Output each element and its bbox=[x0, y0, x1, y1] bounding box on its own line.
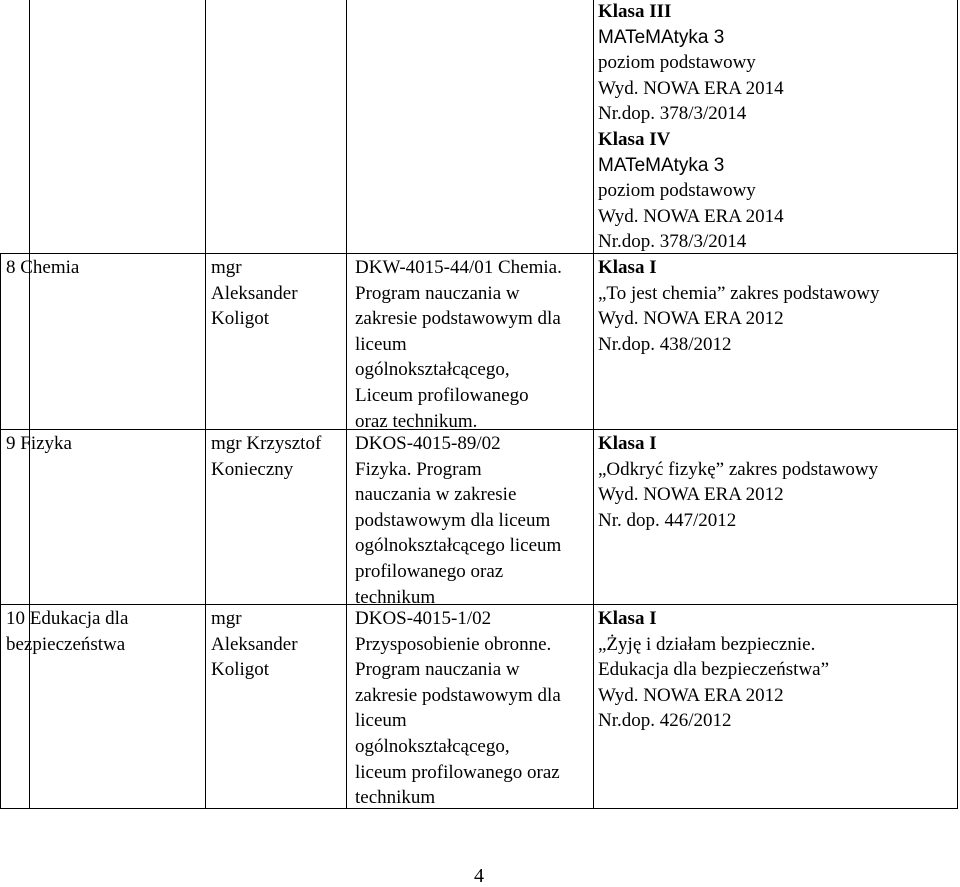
cell-line: DKOS-4015-89/02 bbox=[355, 433, 501, 454]
cell-line: technikum bbox=[355, 586, 436, 608]
cell-line: oraz technikum. bbox=[355, 410, 478, 432]
cell-line: „Odkryć fizykę” zakres podstawowy bbox=[598, 458, 879, 480]
cell-line: Klasa I bbox=[598, 257, 657, 278]
cell-line: ogólnokształcącego, bbox=[355, 735, 510, 757]
cell-line: profilowanego oraz bbox=[355, 560, 504, 582]
cell-line: Nr. dop. 447/2012 bbox=[598, 509, 737, 531]
row-8-program-cell bbox=[355, 255, 562, 434]
cell-line: „To jest chemia” zakres podstawowy bbox=[598, 282, 880, 304]
cell-line: Przysposobienie obronne. bbox=[355, 633, 552, 655]
cell-line: 10 Edukacja dla bbox=[6, 608, 129, 629]
cell-line: Liceum profilowanego bbox=[355, 384, 529, 406]
cell-line: Wyd. NOWA ERA 2012 bbox=[598, 308, 784, 330]
cell-line: Aleksander bbox=[211, 633, 298, 655]
cell-line: Program nauczania w bbox=[355, 282, 520, 304]
cell-line: Nr.dop. 378/3/2014 bbox=[598, 231, 747, 253]
cell-line: Klasa IV bbox=[598, 128, 671, 150]
cell-line: 8 Chemia bbox=[6, 257, 80, 278]
row-9-teacher-cell bbox=[211, 431, 321, 482]
cell-line: Wyd. NOWA ERA 2014 bbox=[598, 205, 784, 227]
cell-line: liceum profilowanego oraz bbox=[355, 761, 560, 783]
row-9-textbooks-cell bbox=[598, 431, 878, 533]
cell-line: technikum bbox=[355, 787, 436, 809]
cell-line: Wyd. NOWA ERA 2012 bbox=[598, 684, 784, 706]
cell-line: liceum bbox=[355, 710, 407, 732]
cell-line: Nr.dop. 426/2012 bbox=[598, 710, 732, 732]
row-10-subject-cell bbox=[6, 606, 128, 657]
cell-line: Klasa I bbox=[598, 433, 657, 454]
cell-line: Fizyka. Program bbox=[355, 458, 482, 480]
cell-line: zakresie podstawowym dla bbox=[355, 308, 561, 330]
cell-line: mgr bbox=[211, 608, 242, 629]
row-8-teacher-cell bbox=[211, 255, 298, 332]
row-10-textbooks-cell bbox=[598, 606, 829, 734]
cell-line: MATeMAtyka 3 bbox=[598, 154, 725, 176]
cell-line: Klasa III bbox=[598, 1, 672, 22]
cell-line: Klasa I bbox=[598, 608, 657, 629]
cell-line: poziom podstawowy bbox=[598, 180, 756, 202]
cell-line: Nr.dop. 378/3/2014 bbox=[598, 103, 747, 125]
cell-line: Konieczny bbox=[211, 458, 294, 480]
cell-line: 9 Fizyka bbox=[6, 433, 72, 454]
cell-line: Program nauczania w bbox=[355, 659, 520, 681]
cell-line: bezpieczeństwa bbox=[6, 633, 126, 655]
row-10-program-cell bbox=[355, 606, 561, 811]
continuation-textbooks-cell bbox=[598, 0, 784, 255]
cell-line: „Żyję i działam bezpiecznie. bbox=[598, 633, 816, 655]
cell-line: zakresie podstawowym dla bbox=[355, 684, 561, 706]
row-9-program-cell bbox=[355, 431, 561, 610]
cell-line: liceum bbox=[355, 333, 407, 355]
cell-line: MATeMAtyka 3 bbox=[598, 26, 725, 48]
cell-line: Koligot bbox=[211, 308, 270, 330]
cell-line: Wyd. NOWA ERA 2014 bbox=[598, 77, 784, 99]
cell-line: ogólnokształcącego liceum bbox=[355, 535, 562, 557]
cell-line: poziom podstawowy bbox=[598, 52, 756, 74]
page-number: 4 bbox=[474, 865, 484, 887]
cell-line: DKW-4015-44/01 Chemia. bbox=[355, 257, 562, 278]
cell-line: DKOS-4015-1/02 bbox=[355, 608, 492, 629]
cell-line: Aleksander bbox=[211, 282, 298, 304]
cell-line: mgr bbox=[211, 257, 242, 278]
cell-line: Koligot bbox=[211, 659, 270, 681]
row-8-textbooks-cell bbox=[598, 255, 879, 357]
cell-line: Edukacja dla bezpieczeństwa” bbox=[598, 659, 830, 681]
cell-line: Wyd. NOWA ERA 2012 bbox=[598, 484, 784, 506]
cell-line: nauczania w zakresie bbox=[355, 484, 517, 506]
row-9-subject-cell bbox=[6, 431, 72, 457]
row-8-subject-cell bbox=[6, 255, 79, 281]
row-10-teacher-cell bbox=[211, 606, 298, 683]
cell-line: Nr.dop. 438/2012 bbox=[598, 333, 732, 355]
cell-line: podstawowym dla liceum bbox=[355, 509, 551, 531]
cell-line: mgr Krzysztof bbox=[211, 433, 322, 454]
cell-line: ogólnokształcącego, bbox=[355, 359, 510, 381]
